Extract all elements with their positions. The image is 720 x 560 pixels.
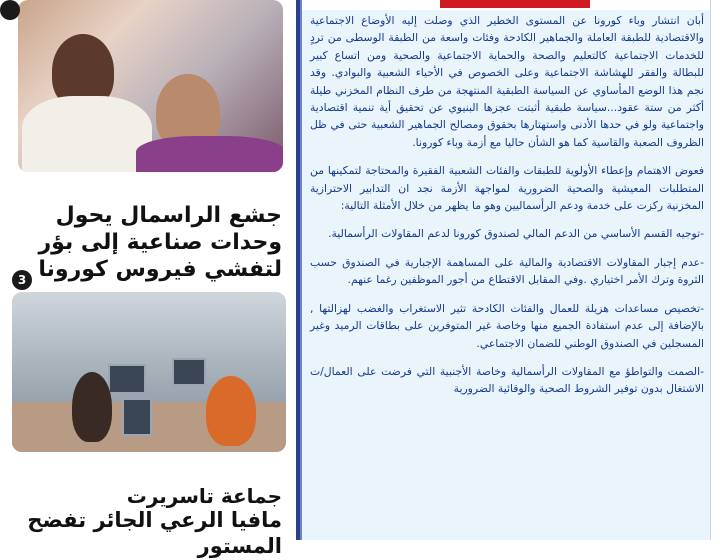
story1-number-badge (0, 0, 20, 20)
story1-photo (18, 0, 283, 172)
worker-figure (206, 376, 256, 446)
computer-monitor (122, 398, 152, 436)
article-title-bar (440, 0, 590, 8)
man-right-body (136, 136, 283, 172)
article-paragraph: -عدم إجبار المقاولات الاقتصادية والمالية على المساهمة الإجبارية في الصندوق حسب الثروة وترك الأمر اختياري .وفي المقابل الاقتطاع من أجور الموظفين رغما عنهم. (310, 255, 704, 287)
story2-photo (12, 292, 286, 452)
man-left-body (22, 96, 152, 172)
article-paragraph: فعوض الاهتمام وإعطاء الأولوية للطبقات والفئات الشعبية الفقيرة والمحتاجة لتمكينها من المتطلبات المعيشية والصحية الضرورية لمواجهة الأزمة نجد ان التدابير الاحترازية المخزنية ركزت على خدمة ودعم الرأسماليين وهو ما يظهر من خلال الأمثلة التالية: (310, 164, 704, 213)
story1-headline[interactable]: جشع الراسمال يحول وحدات صناعية إلى بؤر لتفشي فيروس كورونا (38, 203, 282, 282)
story2-number-badge: 3 (12, 270, 32, 290)
computer-monitor (108, 364, 146, 394)
story2-headline-line1: جماعة تاسريرت (126, 484, 282, 508)
computer-monitor (172, 358, 206, 386)
story2-headline-line2: مافيا الرعي الجائر تفضح المستور (27, 508, 282, 558)
story2-headline[interactable] (10, 484, 282, 560)
article-paragraph: -تخصيص مساعدات هزيلة للعمال والفئات الكادحة تثير الاستغراب والغضب لهزالتها , بالإضافة إلى عدم استفادة الجميع منها وخاصة غير المتوفرين على بطاقات الرميد وغير المسجلين في الصندوق الوطني للضمان الاجتماعي. (310, 301, 704, 350)
article-paragraph: -توجيه القسم الأساسي من الدعم المالي لصندوق كورونا لدعم المقاولات الرأسمالية. (328, 227, 704, 241)
article-body (310, 12, 704, 409)
article-paragraph: أبان انتشار وباء كورونا عن المستوى الخطير الذي وصلت إليه الأوضاع الاجتماعية والاقتصادية للطبقة العاملة والجماهير الكادحة وفئات واسعة من الطبقة الوسطى من تردٍ للخدمات الاجتماعية كالتعليم والصحة والحماية الاجتماعية والصحية ومن اتساع كبير للبطالة والفقر للهشاشة الاجتماعية وعلى الخصوص في الأحياء الشعبية والبوادي. وقد نجم هذا الوضع المأساوي عن السياسة الطبقية المنتهجة من طرف النظام المخزني طيلة أكثر من ستة عقود...سياسة طبقية أثبتت عجزها البنيوي عن تحقيق أية تنمية اقتصادية واجتماعية ولو في حدها الأدنى واستهتارها بحقوق ومصالح الجماهير الشعبية حتى في ظل الظروف الصعبة والقاسية كما هو الشأن حاليا مع أزمة وباء كورونا. (310, 14, 704, 149)
article-column (300, 0, 712, 540)
worker-figure (72, 372, 112, 442)
left-column (0, 0, 296, 558)
page-right-margin (710, 0, 720, 540)
article-paragraph: -الصمت والتواطؤ مع المقاولات الرأسمالية وخاصة الأجنبية التي فرضت على العمال/ت الاشتغال بدون توفير الشروط الصحية والوقائية الضرورية (310, 364, 704, 396)
